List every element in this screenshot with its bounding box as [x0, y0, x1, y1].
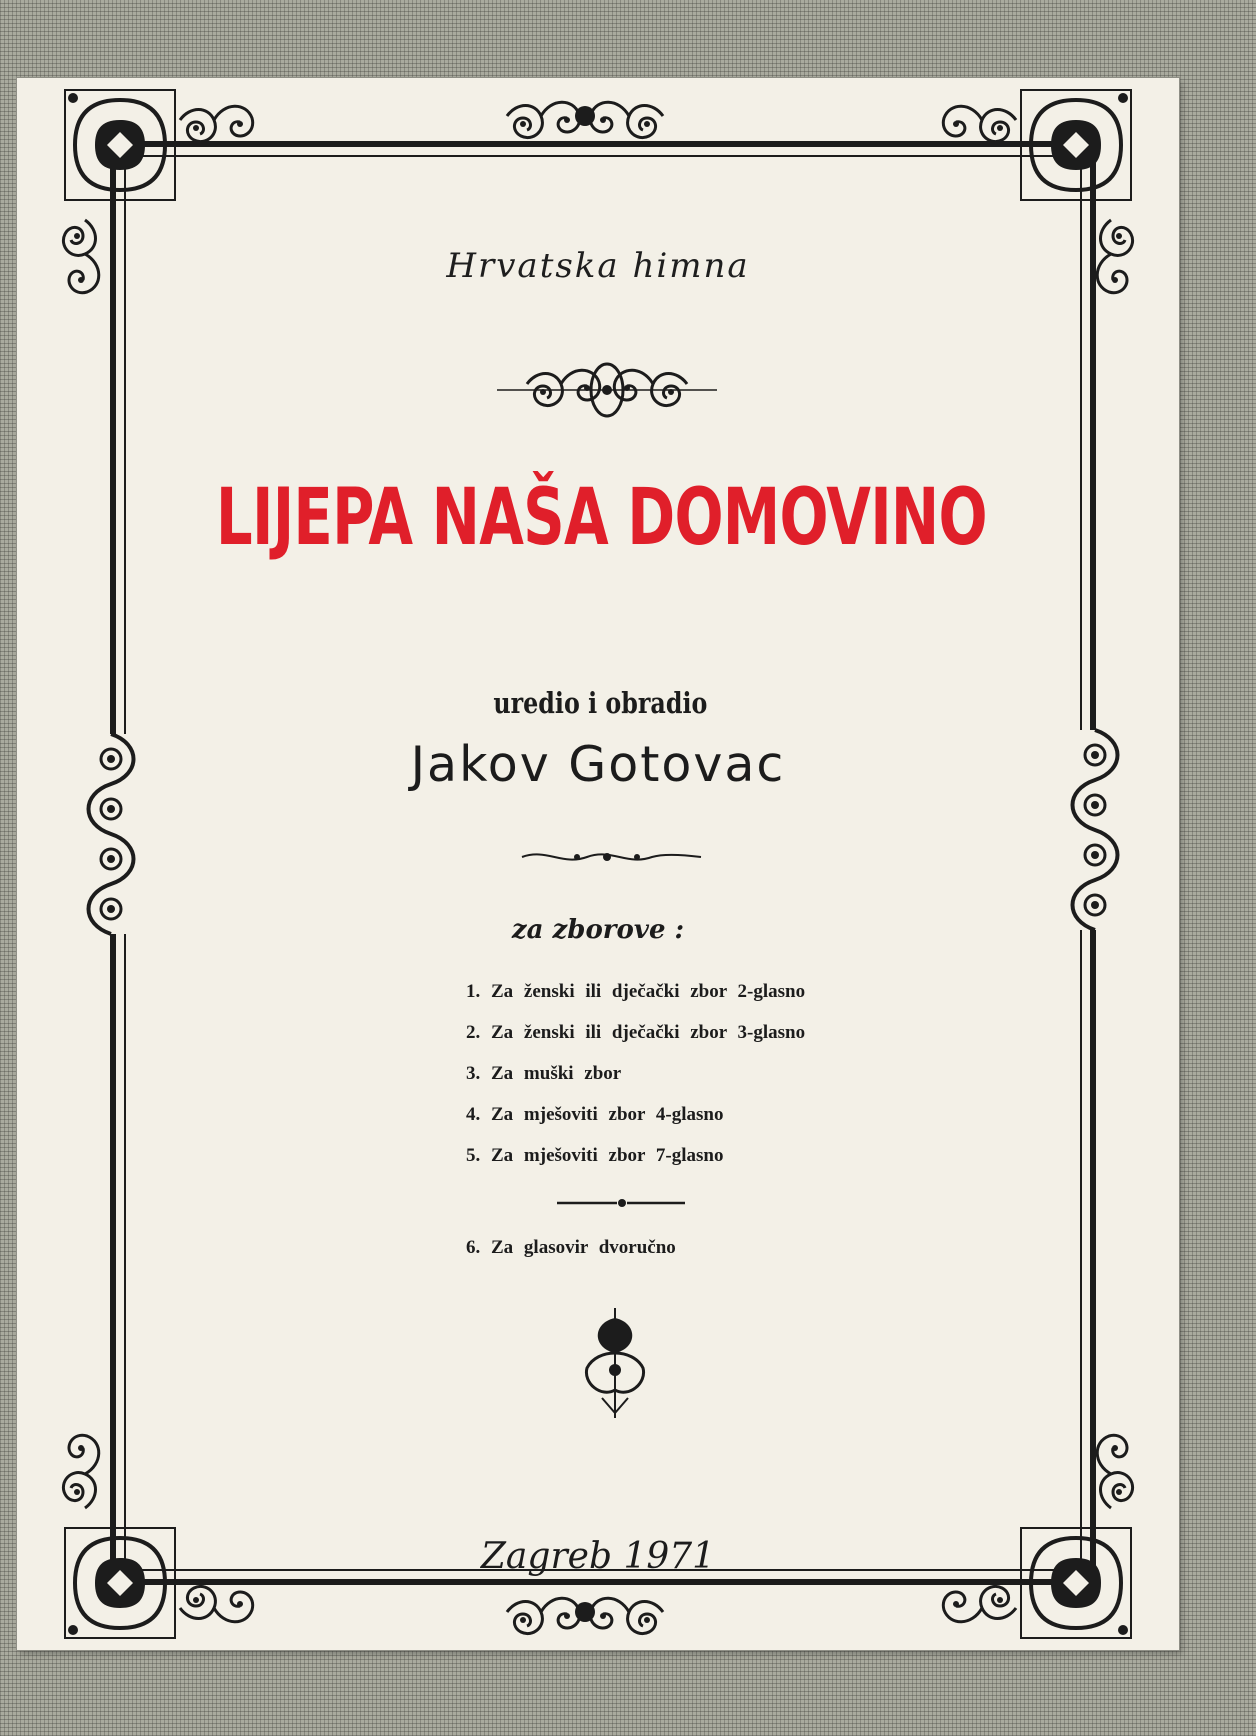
vine-divider-icon [522, 853, 701, 861]
list-item: 3. Za muški zbor [466, 1063, 622, 1084]
bottom-center-ornament-icon [495, 1590, 675, 1636]
top-center-ornament-icon [495, 92, 675, 138]
cover-page [17, 78, 1179, 1650]
list-item: 4. Za mješoviti zbor 4-glasno [466, 1104, 724, 1125]
list-item: 6. Za glasovir dvoručno [466, 1237, 676, 1258]
composer-name: Jakov Gotovac [410, 736, 786, 793]
list-item: 2. Za ženski ili dječački zbor 3-glasno [466, 1022, 806, 1043]
page-title: LIJEPA NAŠA DOMOVINO [215, 473, 987, 563]
arranged-by-label: uredio i obradio [493, 686, 708, 720]
fleuron-icon [586, 1308, 643, 1418]
dot-line-divider-icon [557, 1199, 685, 1207]
anthem-subtitle: Hrvatska himna [446, 246, 750, 286]
decorative-frame [17, 78, 1179, 1650]
scroll-flourish-icon [497, 364, 717, 416]
list-item: 5. Za mješoviti zbor 7-glasno [466, 1145, 724, 1166]
choir-heading: za zborove : [511, 915, 685, 945]
place-year: Zagreb 1971 [480, 1536, 716, 1577]
list-item: 1. Za ženski ili dječački zbor 2-glasno [466, 981, 806, 1002]
